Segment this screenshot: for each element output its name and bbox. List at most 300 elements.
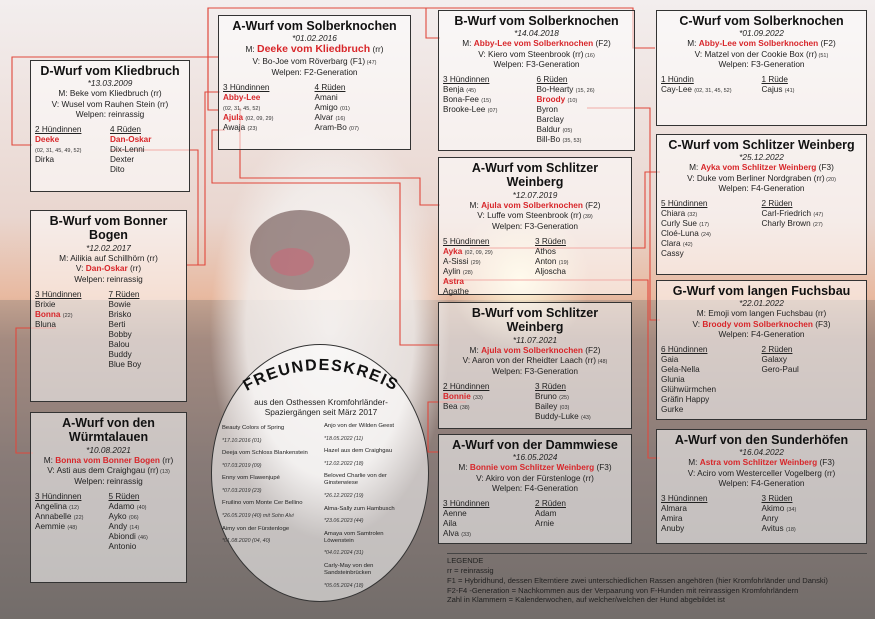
litter-title: A-Wurf von den Sunderhöfen	[674, 433, 849, 447]
puppy-name: Byron	[536, 105, 558, 115]
puppy-name: Dexter	[110, 155, 135, 165]
mother-suffix: (rr)	[370, 44, 384, 55]
litter-title: B-Wurf vom Schlitzer Weinberg	[471, 306, 599, 335]
puppy-name: Gurke	[661, 405, 684, 415]
mother-line	[443, 38, 630, 48]
father-line	[35, 263, 182, 274]
puppy-item	[443, 105, 537, 115]
litter-title: C-Wurf vom Solberknochen	[679, 14, 844, 28]
puppy-name: Gela-Nella	[661, 365, 700, 375]
puppy-item	[537, 95, 631, 105]
father-name: V: Aciro vom Westerceller Vogelberg (rr)	[687, 467, 836, 478]
friend-dog-date: *07.03.2019 (23)	[222, 487, 262, 494]
puppy-count-heading: 3 Hündinnen	[35, 289, 82, 299]
mother-prefix: M:	[43, 454, 56, 465]
puppy-name: Galaxy	[761, 355, 787, 365]
puppy-weeks: (22)	[73, 514, 84, 521]
puppy-item	[35, 300, 109, 310]
puppy-name: Adamo	[108, 501, 135, 511]
puppy-item	[661, 85, 762, 95]
female-puppies	[443, 499, 535, 539]
puppy-weeks: (10)	[567, 98, 578, 105]
puppy-item	[109, 360, 183, 370]
puppy-item	[661, 355, 762, 365]
female-puppies	[443, 237, 535, 297]
mother-line	[661, 38, 862, 48]
friend-dog-name: Beloved Charlie von der Ginsterwiese	[324, 473, 387, 487]
mother-suffix: (F2)	[818, 38, 836, 49]
puppy-item	[762, 504, 863, 514]
freundeskreis-subtitle-line: aus den Osthessen Kromfohrländer-	[254, 397, 388, 407]
puppy-name: A-Sissi	[443, 256, 469, 266]
puppy-item	[535, 267, 627, 277]
puppy-item	[762, 514, 863, 524]
friend-dog	[324, 423, 414, 443]
mother-prefix: M:	[58, 88, 70, 99]
mother-suffix: (F2)	[593, 38, 611, 49]
male-puppies	[110, 125, 185, 175]
puppy-name: Anton	[535, 256, 557, 266]
friend-dog-date: *01.08.2020 (04, 40)	[222, 538, 271, 545]
litter-box	[438, 302, 632, 429]
female-puppies	[661, 345, 762, 415]
puppy-item	[109, 330, 183, 340]
puppy-item	[110, 165, 185, 175]
puppy-name: Abiondi	[108, 531, 136, 541]
friend-dog	[222, 425, 318, 445]
father-name: V: Asti aus dem Craighgau (rr)	[47, 464, 159, 475]
friend-dog-name: Aimy von der Fürstenloge	[222, 525, 290, 532]
mother-suffix: (rr)	[159, 454, 174, 465]
welpen-generation: Welpen: F2-Generation	[271, 66, 358, 77]
welpen-generation: Welpen: F4-Generation	[718, 329, 805, 340]
friend-dog	[324, 531, 414, 558]
litter-date: *16.05.2024	[512, 452, 558, 463]
puppy-name: Berti	[108, 319, 126, 329]
mother-line	[661, 162, 862, 172]
father-name: V:	[692, 318, 703, 329]
male-puppies	[109, 290, 183, 370]
puppy-name: Aenne	[443, 509, 467, 519]
father-name: V: Kiero vom Steenbrook (rr)	[478, 48, 584, 59]
puppy-count-heading: 4 Rüden	[314, 83, 346, 93]
mother-line	[443, 462, 627, 472]
puppy-name: Bill-Bo	[536, 135, 561, 145]
puppy-name: Cay-Lee	[661, 85, 692, 95]
puppy-weeks: (41)	[784, 88, 795, 95]
puppy-item	[110, 135, 185, 145]
puppy-weeks: (48)	[67, 524, 78, 531]
mother-line	[443, 345, 627, 355]
puppy-weeks: (06)	[128, 514, 139, 521]
puppy-item	[661, 524, 762, 534]
puppy-name: Ajula	[223, 113, 244, 123]
welpen-generation: Welpen: F4-Generation	[491, 483, 579, 494]
puppy-item	[443, 519, 535, 529]
mother-name: Abby-Lee vom Solberknochen	[698, 38, 819, 49]
father-name: V: Wusel vom Rauhen Stein (rr)	[51, 98, 169, 109]
legend-line: F2-F4 -Generation = Nachkommen aus der Verpaarung von F-Hunden mit reinrassigen Kromfohrländern	[447, 585, 799, 595]
puppy-weeks: (02, 09, 29)	[245, 116, 274, 123]
puppy-columns	[443, 499, 627, 539]
male-puppies	[109, 492, 183, 552]
puppy-name: Aemmie	[35, 521, 66, 531]
puppy-item	[443, 509, 535, 519]
puppy-name: Amigo	[314, 103, 338, 113]
puppy-item	[223, 123, 315, 133]
friend-dog-name: Enny vom Flawenjupé	[222, 475, 280, 482]
puppy-item	[109, 542, 183, 552]
female-puppies	[223, 83, 315, 133]
puppy-item	[443, 95, 537, 105]
puppy-name: Ayka	[443, 246, 463, 256]
friend-dog-date: *12.02.2022 (18)	[324, 460, 364, 467]
puppy-name: Buddy-Luke	[535, 411, 579, 421]
puppy-count-heading: 3 Hündinnen	[661, 494, 708, 504]
puppy-name: Arnie	[535, 519, 555, 529]
puppy-item	[109, 522, 183, 532]
litter-date: *01.09.2022	[739, 28, 784, 39]
friend-dog-date: *07.03.2019 (09)	[222, 462, 262, 469]
puppy-item	[661, 395, 762, 405]
puppy-name: Dan-Oskar	[110, 135, 152, 145]
father-week-tag: (20)	[824, 176, 836, 183]
puppy-item	[661, 239, 762, 249]
mother-name: Bonnie vom Schlitzer Weinberg	[469, 462, 595, 473]
litter-title: A-Wurf vom Solberknochen	[232, 19, 397, 33]
friend-dog-date: *17.10.2016 (01)	[222, 437, 262, 444]
mother-line	[35, 88, 185, 98]
puppy-item	[443, 85, 537, 95]
puppy-item	[535, 412, 627, 422]
litter-date: *12.07.2019	[512, 189, 558, 200]
puppy-name: Blue Boy	[108, 359, 142, 369]
friend-dog-name: Carly-May von den Sandsteinbrücken	[324, 562, 374, 577]
puppy-name: Brixie	[35, 299, 56, 309]
puppy-count-heading: 2 Hündinnen	[443, 381, 490, 391]
welpen-generation: Welpen: reinrassig	[74, 475, 143, 486]
puppy-weeks: (12)	[69, 504, 79, 511]
puppy-weeks: (24)	[701, 232, 711, 239]
mother-name: Ayka vom Schlitzer Weinberg	[700, 162, 817, 173]
puppy-weeks: (22)	[62, 312, 73, 319]
friend-dog-name: Alma-Sally zum Hambusch	[324, 505, 395, 512]
litter-box	[30, 210, 187, 402]
litter-title: A-Wurf von der Dammwiese	[452, 438, 618, 452]
puppy-name: Angelina	[35, 501, 67, 511]
puppy-item	[535, 509, 627, 519]
litter-date: *01.02.2016	[292, 33, 337, 44]
puppy-item	[443, 392, 535, 402]
puppy-item	[537, 135, 631, 145]
mother-suffix: (F2)	[582, 199, 601, 210]
puppy-item	[315, 123, 407, 133]
puppy-name: Gero-Paul	[761, 365, 799, 375]
puppy-item	[762, 355, 863, 365]
puppy-name: Ayko	[108, 511, 127, 521]
puppy-name: Almara	[661, 504, 687, 514]
puppy-item	[535, 257, 627, 267]
mother-prefix: M:	[696, 308, 709, 319]
puppy-name: Cajus	[761, 85, 783, 95]
litter-box	[218, 15, 411, 150]
puppy-count-heading: 3 Hündinnen	[35, 491, 82, 501]
puppy-name: Bea	[443, 401, 458, 411]
father-name-highlight: Broody vom Solberknochen	[702, 318, 813, 329]
puppy-weeks: (05)	[562, 128, 573, 135]
puppy-columns	[35, 125, 185, 175]
puppy-item	[443, 287, 535, 297]
friend-dog-name: Beauty Colors of Spring	[222, 425, 285, 431]
litter-box	[30, 60, 190, 192]
mother-prefix: M:	[462, 38, 474, 49]
puppy-name: Bona-Fee	[443, 95, 479, 105]
puppy-item	[762, 209, 863, 219]
female-puppies	[35, 290, 109, 370]
puppy-item	[109, 310, 183, 320]
male-puppies	[537, 75, 631, 145]
puppy-item	[537, 85, 631, 95]
puppy-weeks: (33)	[461, 532, 471, 539]
father-line	[661, 468, 862, 479]
puppy-name: Avitus	[761, 524, 784, 534]
friend-dog-date: *23.06.2023 (44)	[324, 518, 364, 525]
svg-text:FREUNDESKREIS	[241, 357, 402, 395]
father-line	[661, 49, 862, 60]
father-suffix: (rr)	[127, 262, 142, 273]
puppy-item	[443, 402, 535, 412]
mother-line	[661, 308, 862, 318]
puppy-weeks: (35, 53)	[562, 138, 582, 145]
puppy-name: Dirka	[35, 155, 55, 165]
mother-name: Emoji vom langen Fuchsbau (rr)	[708, 308, 827, 319]
puppy-name: Anry	[761, 514, 779, 524]
puppy-item	[109, 320, 183, 330]
puppy-name: Gaia	[661, 355, 679, 365]
father-week-tag: (16)	[583, 52, 595, 59]
friend-dog-name: Amaya vom Samtrolen Löwenstein	[324, 530, 384, 544]
puppy-name: Brooke-Lee	[443, 105, 486, 115]
father-line	[661, 319, 862, 330]
father-line	[443, 49, 630, 60]
puppy-count-heading: 1 Rüde	[761, 75, 788, 85]
female-puppies	[35, 492, 109, 552]
male-puppies	[315, 83, 407, 133]
litter-title: A-Wurf vom Schlitzer Weinberg	[471, 161, 599, 190]
puppy-name: Gräfin Happy	[661, 395, 710, 405]
female-puppies	[35, 125, 110, 175]
mother-prefix: M:	[689, 162, 701, 173]
father-week-tag: (48)	[596, 358, 608, 365]
litter-date: *25.12.2022	[739, 152, 784, 163]
puppy-item	[109, 340, 183, 350]
puppy-item	[537, 125, 631, 135]
litter-title: A-Wurf von den Würmtalauen	[62, 416, 155, 445]
litter-box	[438, 157, 632, 295]
puppy-count-heading: 2 Rüden	[761, 199, 793, 209]
puppy-name: Alva	[443, 529, 459, 539]
legend-line: rr = reinrassig	[447, 565, 494, 575]
puppy-weeks: (46)	[138, 534, 148, 541]
puppy-columns	[443, 237, 627, 297]
father-line	[35, 465, 182, 476]
puppy-columns	[35, 290, 182, 370]
male-puppies	[535, 237, 627, 297]
litter-date: *16.04.2022	[739, 447, 784, 458]
litter-date: *13.03.2009	[87, 78, 133, 89]
mother-name: Abby-Lee vom Solberknochen	[473, 38, 594, 49]
father-week-tag: (47)	[365, 60, 377, 67]
father-week-tag: (13)	[158, 468, 170, 475]
friend-dog	[324, 563, 414, 590]
puppy-weeks: (01)	[340, 106, 350, 113]
puppy-weeks: (33)	[473, 394, 483, 401]
puppy-weeks: (14)	[129, 524, 140, 531]
puppy-columns	[661, 75, 862, 95]
puppy-name: Charly Brown	[761, 219, 811, 229]
female-puppies	[661, 494, 762, 534]
puppy-columns	[661, 494, 862, 534]
litter-date: *14.04.2018	[514, 28, 559, 39]
puppy-weeks: (02, 31, 45, 49, 52)	[35, 148, 82, 155]
father-name: V: Akiro von der Fürstenloge (rr)	[476, 472, 594, 483]
puppy-item	[109, 502, 183, 512]
father-week-tag: (39)	[581, 213, 593, 220]
female-puppies	[661, 199, 762, 259]
puppy-name: Broody	[536, 95, 566, 105]
friend-dog-date: *26.12.2022 (19)	[324, 492, 364, 499]
litter-date: *12.02.2017	[86, 242, 131, 253]
puppy-name: Barclay	[536, 115, 564, 125]
mother-name: Beke vom Kliedbruch (rr)	[69, 88, 162, 99]
friend-dog	[222, 475, 318, 495]
puppy-columns	[223, 83, 406, 133]
puppy-weeks: (18)	[785, 527, 796, 534]
puppy-name: Alvar	[314, 113, 334, 123]
freundeskreis-list-right	[324, 423, 414, 595]
puppy-name: Curly Sue	[661, 219, 697, 229]
freundeskreis-list-left	[222, 425, 318, 551]
friend-dog-date: *04.01.2024 (31)	[324, 550, 364, 557]
puppy-item	[661, 249, 762, 259]
puppy-name: Aila	[443, 519, 457, 529]
puppy-name: Brisko	[108, 309, 132, 319]
male-puppies	[762, 75, 863, 95]
puppy-count-heading: 3 Rüden	[535, 381, 566, 391]
puppy-item	[35, 135, 110, 145]
puppy-name: Glunia	[661, 375, 685, 385]
puppy-weeks: (03)	[559, 404, 570, 411]
puppy-name: Aljoscha	[535, 266, 566, 276]
puppy-weeks: (28)	[462, 269, 473, 276]
puppy-item	[443, 247, 535, 257]
female-puppies	[443, 75, 537, 145]
puppy-item	[35, 522, 109, 532]
puppy-item	[661, 229, 762, 239]
puppy-item	[109, 300, 183, 310]
puppy-item	[110, 155, 185, 165]
puppy-weeks: (16)	[335, 116, 346, 123]
legend	[447, 553, 867, 605]
puppy-count-heading: 2 Rüden	[761, 345, 793, 355]
puppy-weeks: (27)	[812, 222, 823, 229]
puppy-name: Bonna	[35, 309, 61, 319]
welpen-generation: Welpen: F3-Generation	[491, 365, 579, 376]
mother-line	[661, 457, 862, 467]
puppy-item	[443, 529, 535, 539]
puppy-item	[35, 145, 110, 155]
puppy-count-heading: 5 Hündinnen	[661, 199, 708, 209]
puppy-weeks: (40)	[136, 504, 147, 511]
puppy-count-heading: 3 Hündinnen	[223, 83, 270, 93]
friend-dog-name: Anjo von der Wilden Geest	[324, 423, 395, 429]
friend-dog-date: *05.05.2024 (18)	[324, 582, 364, 589]
friend-dog-name: Deeja vom Schloss Blankenstein	[222, 450, 308, 457]
puppy-weeks: (42)	[682, 242, 693, 249]
litter-title: B-Wurf vom Bonner Bogen	[49, 214, 168, 243]
father-name: V: Aaron von der Rheidter Laach (rr)	[462, 354, 597, 365]
puppy-name: Bluna	[35, 319, 56, 329]
puppy-item	[535, 402, 627, 412]
mother-suffix: (F3)	[594, 462, 612, 473]
freundeskreis-subtitle-line: Spaziergängen seit März 2017	[264, 407, 378, 418]
male-puppies	[762, 199, 863, 259]
mother-prefix: M:	[458, 462, 470, 473]
litter-date: *22.01.2022	[739, 298, 784, 309]
puppy-count-heading: 3 Rüden	[535, 236, 566, 246]
puppy-weeks: (45)	[466, 88, 477, 95]
legend-line: Zahl in Klammern = Kalenderwochen, auf welcher/welchen der Hund abgebildet ist	[447, 595, 725, 605]
puppy-weeks: (02, 31, 45, 52)	[694, 88, 732, 95]
puppy-name: Chiara	[661, 209, 686, 219]
mother-prefix: M:	[245, 44, 257, 55]
puppy-weeks: (47)	[813, 212, 824, 219]
puppy-columns	[35, 492, 182, 552]
litter-title: D-Wurf vom Kliedbruch	[40, 64, 180, 78]
puppy-item	[661, 514, 762, 524]
mother-prefix: M:	[469, 199, 482, 210]
welpen-generation: Welpen: F3-Generation	[491, 220, 579, 231]
puppy-name: Astra	[443, 276, 464, 286]
puppy-columns	[443, 382, 627, 422]
puppy-name: Akimo	[761, 504, 785, 514]
puppy-item	[762, 365, 863, 375]
friend-dog-date: *26.05.2019 (40) mit Sohn Alvi	[222, 513, 294, 520]
puppy-item	[661, 375, 762, 385]
puppy-count-heading: 6 Rüden	[536, 75, 568, 85]
puppy-name: Athos	[535, 246, 556, 256]
litter-title: B-Wurf vom Solberknochen	[454, 14, 619, 28]
puppy-count-heading: 3 Hündinnen	[443, 499, 490, 509]
puppy-count-heading: 2 Rüden	[535, 499, 566, 509]
puppy-name: Antonio	[108, 541, 137, 551]
puppy-name: Bailey	[535, 401, 558, 411]
puppy-name: Baldur	[536, 125, 561, 135]
puppy-item	[661, 209, 762, 219]
mother-name: Astra vom Schlitzer Weinberg	[699, 457, 818, 468]
welpen-generation: Welpen: reinrassig	[75, 109, 145, 120]
puppy-name: Benja	[443, 85, 464, 95]
puppy-item	[35, 320, 109, 330]
puppy-item	[537, 105, 631, 115]
puppy-weeks: (25)	[559, 394, 569, 401]
welpen-generation: Welpen: reinrassig	[74, 273, 143, 284]
puppy-name: Bruno	[535, 391, 557, 401]
puppy-name: Amira	[661, 514, 683, 524]
puppy-name: Cassy	[661, 249, 684, 259]
male-puppies	[762, 494, 863, 534]
mother-prefix: M:	[687, 38, 699, 49]
